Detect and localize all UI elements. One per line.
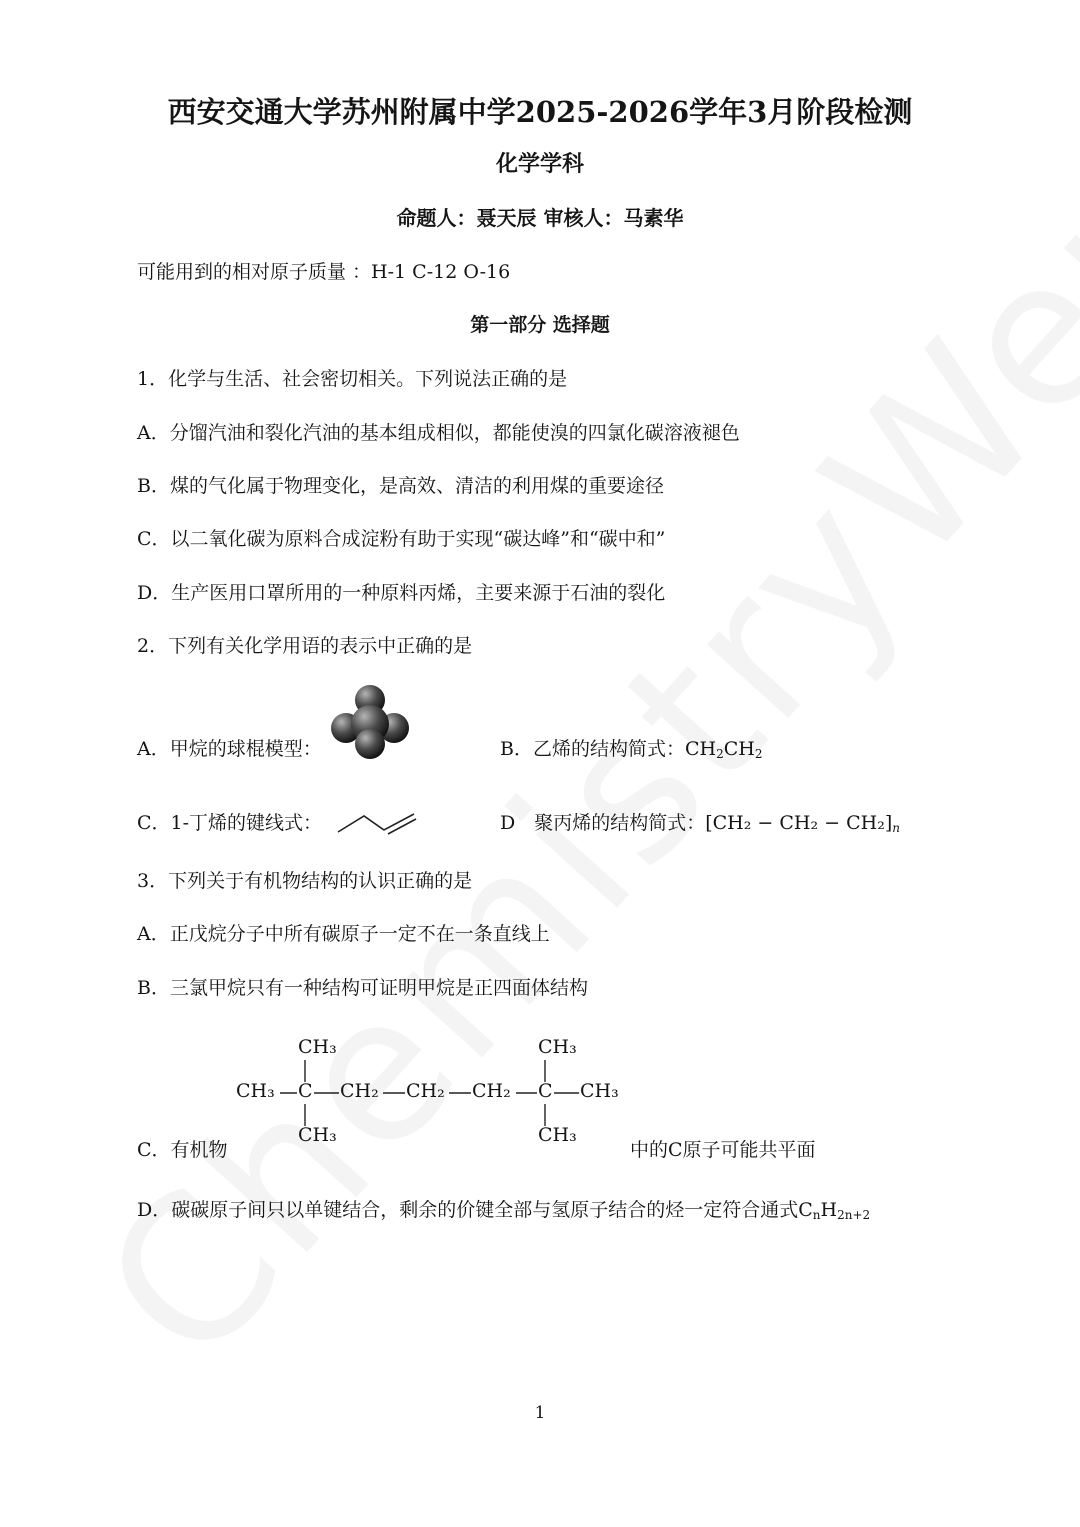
ethylene-formula-ch-b: CH (723, 738, 755, 760)
q1-option-c: C．以二氧化碳为原料合成淀粉有助于实现“碳达峰”和“碳中和” (137, 528, 666, 550)
struct-ch3-right: CH₃ (580, 1080, 619, 1102)
q3-option-c-label: C．有机物 (137, 1139, 228, 1161)
q2-stem: 2．下列有关化学用语的表示中正确的是 (137, 635, 473, 657)
q1-option-b: B．煤的气化属于物理变化，是高效、清洁的利用煤的重要途径 (137, 475, 664, 497)
struct-ch2-1: CH₂ (340, 1080, 379, 1102)
q3-option-d (137, 1195, 870, 1222)
q2-option-a-label: A．甲烷的球棍模型： (137, 738, 322, 760)
q2-option-b-label: B．乙烯的结构简式： (500, 738, 685, 760)
formula-sub-n: n (812, 1208, 821, 1222)
section-title: 第一部分 选择题 (470, 314, 610, 336)
ethylene-sub-2b: 2 (754, 747, 763, 761)
ethylene-formula-ch: CH (684, 738, 717, 760)
q1-option-a: A．分馏汽油和裂化汽油的基本组成相似，都能使溴的四氯化碳溶液褪色 (137, 422, 740, 444)
ethylene-sub-2: 2 (716, 747, 724, 761)
polypropylene-n: n (892, 821, 900, 835)
exam-title: 西安交通大学苏州附属中学2025-2026学年3月阶段检测 (167, 95, 913, 129)
q2-option-d-label: D 聚丙烯的结构简式： (500, 812, 706, 834)
organic-structure-formula (236, 1036, 626, 1151)
q2-option-c-label: C．1-丁烯的键线式： (137, 812, 323, 834)
q3-option-c-tail: 中的C原子可能共平面 (630, 1139, 816, 1161)
struct-ch3-bottom-left: CH₃ (298, 1124, 337, 1146)
polypropylene-formula: [CH₂ − CH₂ − CH₂] (705, 812, 893, 834)
q3-option-b: B．三氯甲烷只有一种结构可证明甲烷是正四面体结构 (137, 977, 588, 999)
struct-ch2-2: CH₂ (406, 1080, 445, 1102)
struct-ch2-3: CH₂ (472, 1080, 511, 1102)
q3-option-a: A．正戊烷分子中所有碳原子一定不在一条直线上 (137, 923, 550, 945)
struct-bonds (236, 1036, 626, 1151)
struct-c-right: C (538, 1080, 553, 1102)
struct-ch3-left: CH₃ (236, 1080, 275, 1102)
q1-stem: 1．化学与生活、社会密切相关。下列说法正确的是 (137, 368, 568, 390)
q3-option-d-text: D．碳碳原子间只以单键结合，剩余的价键全部与氢原子结合的烃一定符合通式C (137, 1199, 813, 1221)
struct-ch3-top-left: CH₃ (298, 1036, 337, 1058)
struct-c-left: C (298, 1080, 313, 1102)
formula-h: H (820, 1199, 838, 1221)
page-number: 1 (534, 1403, 546, 1423)
exam-authors: 命题人：聂天辰 审核人：马素华 (396, 206, 684, 230)
struct-ch3-bottom-right: CH₃ (538, 1124, 577, 1146)
q2-option-b (500, 734, 762, 761)
butene-skeletal-formula (336, 808, 420, 836)
atomic-masses: 可能用到的相对原子质量 ：H-1 C-12 O-16 (137, 261, 511, 283)
methane-space-filling-model (330, 682, 412, 760)
formula-sub-2n2: 2n+2 (837, 1208, 871, 1222)
q3-stem: 3．下列关于有机物结构的认识正确的是 (137, 870, 473, 892)
q2-option-d (500, 808, 900, 835)
struct-ch3-top-right: CH₃ (538, 1036, 577, 1058)
exam-subject: 化学学科 (495, 151, 584, 177)
q1-option-d: D．生产医用口罩所用的一种原料丙烯，主要来源于石油的裂化 (137, 582, 666, 604)
